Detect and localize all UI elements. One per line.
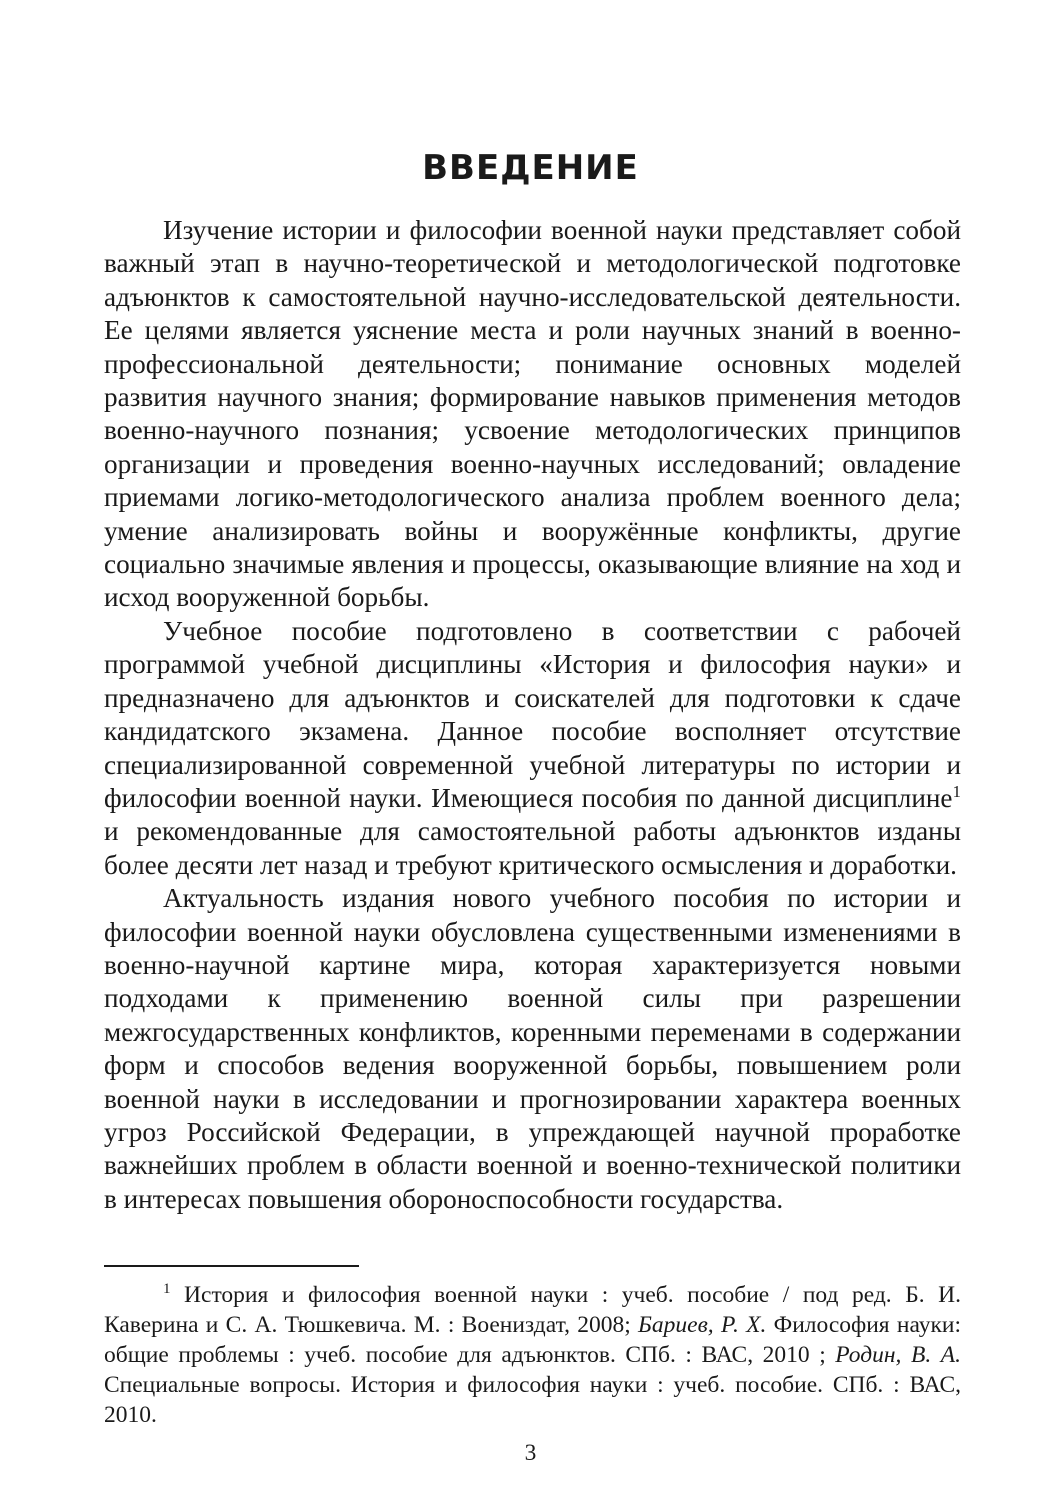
page-title: ВВЕДЕНИЕ bbox=[422, 148, 639, 188]
paragraph-3: Актуальность издания нового учебного пособия по истории и философии военной науки обусловлена существенными изменениями в военно-научной картине мира, которая характеризуется новыми подходами к применению военной силы при разрешении межгосударственных конфликтов, коренными переменами в содержании форм и способов ведения вооруженной борьбы, повышением роли военной науки в исследовании и прогнозировании характера военных угроз Российской Федерации, в упреждающей научной проработке важнейших проблем в области военной и военно-технической политики в интересах повышения обороноспособности государства. bbox=[104, 883, 961, 1214]
paragraph-2-text: Учебное пособие подготовлено в соответствии с рабочей программой учебной дисциплины «История и философия науки» и предназначено для адъюнктов и соискателей для подготовки к сдаче кандидатского экзамена. Данное пособие восполняет отсутствие специализированной современной учебной литературы по истории и философии военной науки. Имеющиеся пособия по данной дисциплине bbox=[104, 615, 961, 813]
paragraph-2-text-continued: и рекомендованные для самостоятельной работы адъюнктов изданы более десяти лет назад и требуют критического осмысления и доработки. bbox=[104, 816, 961, 880]
footnote-marker: 1 bbox=[163, 1281, 171, 1298]
footnote-text: Философия науки: общие проблемы : учеб. пособие для адъюнктов. СПб. : ВАС, 2010 ; bbox=[104, 1312, 961, 1368]
footnote-reference: 1 bbox=[952, 781, 961, 801]
footnote-divider bbox=[104, 1265, 359, 1267]
footnote-author: Родин, В. А. bbox=[835, 1342, 962, 1368]
paragraph-1: Изучение истории и философии военной науки представляет собой важный этап в научно-теоретической и методологической подготовке адъюнктов к самостоятельной научно-исследовательской деятельности. Ее целями является уяснение места и роли научных знаний в военно-профессиональной деятельности; понимание основных моделей развития научного знания; формирование навыков применения методов военно-научного познания; усвоение методологических принципов организации и проведения военно-научных исследований; овладение приемами логико-методологического анализа проблем военного дела; умение анализировать войны и вооружённые конфликты, другие социально значимые явления и процессы, оказывающие влияние на ход и исход вооруженной борьбы. bbox=[104, 215, 961, 613]
footnote-author: Бариев, Р. Х. bbox=[638, 1312, 767, 1338]
footnote-text: Специальные вопросы. История и философия науки : учеб. пособие. СПб. : ВАС, 2010. bbox=[104, 1372, 961, 1428]
page-number: 3 bbox=[524, 1440, 537, 1466]
body-text bbox=[104, 214, 961, 1216]
footnote-text: История и философия военной науки : учеб. пособие / под ред. Б. И. Каверина и С. А. Тюшкевича. М. : Воениздат, 2008; bbox=[104, 1282, 961, 1338]
footnote bbox=[104, 1280, 961, 1430]
paragraph-2 bbox=[104, 615, 961, 882]
